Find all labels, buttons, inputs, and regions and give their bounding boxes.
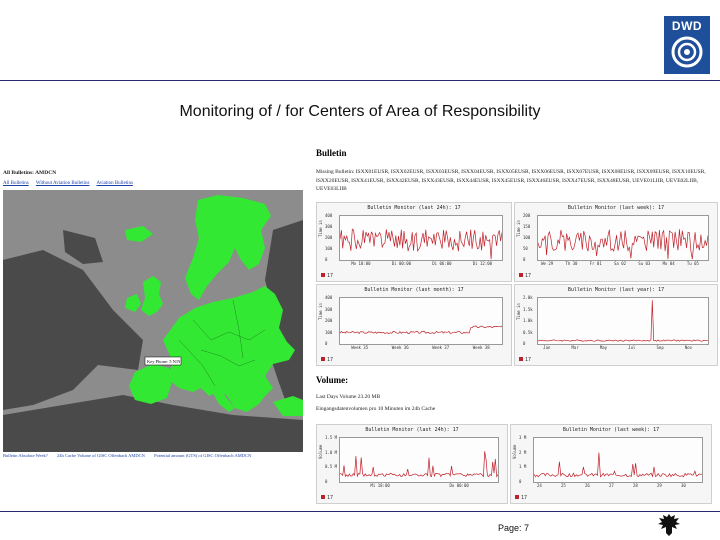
chart-ytick-label: 0.5 M: [325, 464, 338, 470]
chart-legend: [515, 495, 527, 501]
map-panel: [3, 165, 303, 463]
chart-ytick-label: 0: [325, 479, 328, 484]
chart-ylabel: Time in: [516, 303, 521, 320]
chart-ytick-label: 150: [523, 224, 531, 229]
chart-title: Bulletin Monitor (last 24h): 17: [367, 205, 461, 211]
chart-ytick-label: 100: [523, 235, 531, 240]
chart-legend: [519, 273, 531, 279]
chart-ytick-label: 200: [325, 318, 333, 323]
chart-title: Bulletin Monitor (last year): 17: [567, 287, 665, 293]
chart-xtick-label: Fr 01: [589, 261, 602, 266]
chart-xtick-label: We 29: [541, 261, 554, 266]
legend-label: 17: [525, 273, 532, 279]
volume-line-1: Last Days Volume 23.20 MB: [316, 394, 381, 400]
chart-xtick-label: Di 00:00: [391, 261, 412, 266]
chart-xtick-label: Di 12:00: [472, 261, 493, 266]
chart-bulletin-month: [316, 284, 512, 366]
chart-bulletin-year: [514, 284, 718, 366]
chart-ylabel: Volume: [318, 444, 323, 459]
chart-legend: [321, 357, 333, 363]
link-without-aviation[interactable]: Without Aviation Bulletins: [35, 181, 90, 186]
legend-swatch: [519, 273, 523, 277]
legend-swatch: [515, 495, 519, 499]
chart-ytick-label: 0: [325, 257, 328, 262]
legend-swatch: [321, 495, 325, 499]
chart-xtick-label: Su 03: [638, 261, 651, 266]
missing-bulletin-text: Missing Bulletin: ISXX01EUSR, ISXX02EUSR, ISXX03EUSR, ISXX04EUSR, ISXX05EUSR, ISXX06EUSR, ISXX07EUSR, ISXX08EUSR, ISXX09EUSR, ISXX10EUSR, ISXX20EUSR, ISXX41EUSR, ISXX42EUSR, ISXX43EUSR, ISXX44EUSR, ISXX45EUSR, ISXX46EUSR, ISXX47EUSR, ISXX48EUSR, UEVE01LIIB, UEVE02LIIB, UEVE03LIIB: [316, 169, 706, 192]
chart-title: Bulletin Monitor (last 24h): 17: [365, 427, 459, 433]
chart-ytick-label: 3 M: [519, 435, 527, 440]
chart-ytick-label: 200: [325, 235, 333, 240]
legend-label: 17: [327, 273, 334, 279]
map-footer: [3, 453, 303, 458]
chart-ytick-label: 1.0 M: [325, 449, 338, 455]
chart-xtick-label: Week 36: [391, 345, 409, 350]
chart-title: Bulletin Monitor (last month): 17: [364, 287, 464, 293]
chart-ytick-label: 100: [325, 246, 333, 251]
chart-legend: [321, 495, 333, 501]
chart-series-line: [340, 438, 498, 482]
chart-series-line: [340, 216, 502, 260]
chart-xtick-label: Di 06:00: [432, 261, 452, 266]
chart-xtick-label: Mo 18:00: [351, 261, 371, 266]
chart-series-line: [340, 298, 502, 344]
chart-ytick-label: 400: [325, 213, 333, 218]
chart-ytick-label: 0: [523, 341, 526, 346]
chart-xtick-label: May: [599, 345, 608, 350]
chart-ytick-label: 1 M: [519, 464, 527, 470]
chart-ytick-label: 100: [325, 329, 333, 335]
chart-plot-area: [537, 297, 709, 345]
chart-series-line: [538, 298, 708, 344]
chart-xtick-label: Week 37: [432, 345, 450, 350]
chart-title: Bulletin Monitor (last week): 17: [567, 205, 665, 211]
chart-volume-24h: [316, 424, 508, 504]
chart-xtick-label: Sa 02: [614, 261, 627, 266]
bulletin-section-title: Bulletin: [316, 148, 347, 158]
chart-xtick-label: Week 38: [472, 345, 490, 350]
chart-xtick-label: Jul: [628, 345, 636, 350]
chart-bulletin-24h: [316, 202, 512, 282]
chart-xtick-label: 25: [561, 483, 566, 488]
chart-ytick-label: 0: [519, 479, 522, 484]
chart-ylabel: Time in: [516, 220, 521, 237]
legend-label: 17: [525, 357, 532, 363]
federal-eagle-icon: [656, 512, 682, 538]
chart-xtick-label: Th 30: [565, 261, 578, 266]
chart-xtick-label: Tu 05: [686, 261, 699, 266]
chart-xtick-label: Mo 04: [662, 261, 675, 266]
chart-ytick-label: 400: [325, 295, 333, 300]
chart-xtick-label: Week 35: [351, 345, 369, 350]
chart-xtick-label: Nov: [684, 345, 693, 350]
legend-swatch: [321, 273, 325, 277]
chart-bulletin-week: [514, 202, 718, 282]
page-number: Page: 7: [498, 523, 530, 533]
legend-label: 17: [327, 495, 334, 501]
chart-xtick-label: 24: [537, 483, 542, 488]
chart-ytick-label: 1.5k: [523, 306, 533, 312]
legend-label: 17: [327, 357, 334, 363]
chart-ytick-label: 0: [523, 257, 526, 262]
chart-plot-area: [339, 437, 499, 483]
chart-ytick-label: 2 M: [519, 449, 527, 455]
chart-ylabel: Volume: [512, 444, 517, 459]
chart-volume-week: [510, 424, 712, 504]
chart-ytick-label: 200: [523, 213, 531, 218]
chart-legend: [321, 273, 333, 279]
map-tooltip-text: Key Phone: 5 N/N: [147, 359, 181, 364]
map-footer-link-1[interactable]: Bulletin Absolute Week?: [3, 453, 48, 458]
chart-legend: [519, 357, 531, 363]
swirl-icon: [664, 16, 710, 74]
chart-xtick-label: 26: [585, 483, 590, 488]
link-aviation[interactable]: Aviation Bulletins: [96, 181, 133, 186]
chart-ytick-label: 1.0k: [523, 318, 533, 323]
header-rule: [0, 80, 720, 81]
chart-ytick-label: 2.0k: [523, 295, 533, 300]
chart-xtick-label: Mar: [571, 345, 579, 350]
chart-plot-area: [537, 215, 709, 261]
legend-label: 17: [521, 495, 528, 501]
legend-swatch: [519, 357, 523, 361]
chart-xtick-label: Jan: [543, 345, 551, 350]
chart-plot-area: [533, 437, 703, 483]
chart-plot-area: [339, 297, 503, 345]
europe-map[interactable]: [3, 190, 303, 452]
chart-xtick-label: Sep: [656, 345, 664, 350]
chart-xtick-label: Do 00:00: [449, 483, 469, 488]
legend-swatch: [321, 357, 325, 361]
link-all-bulletins[interactable]: All Bulletins: [3, 181, 29, 186]
chart-ylabel: Time in: [318, 220, 323, 237]
map-links: [3, 181, 133, 186]
chart-xtick-label: 29: [657, 483, 662, 488]
chart-ytick-label: 0.5k: [523, 329, 533, 335]
chart-xtick-label: Mi 18:00: [370, 483, 390, 488]
chart-ytick-label: 300: [325, 224, 333, 229]
chart-ytick-label: 300: [325, 306, 333, 312]
map-footer-link-3[interactable]: Potential amount (GTS) of GISC Offenbach AMDCN: [154, 453, 252, 458]
chart-ytick-label: 0: [325, 341, 328, 346]
map-footer-link-2[interactable]: 24h Cache Volume of GISC Offenbach AMDCN: [56, 453, 145, 458]
chart-ytick-label: 1.5 M: [325, 435, 338, 440]
chart-xtick-label: 27: [609, 483, 614, 488]
chart-xtick-label: 28: [633, 483, 638, 488]
chart-xtick-label: 30: [681, 483, 686, 488]
volume-section-title: Volume:: [316, 375, 349, 385]
chart-title: Bulletin Monitor (last week): 17: [562, 427, 660, 433]
chart-plot-area: [339, 215, 503, 261]
chart-ylabel: Time in: [318, 303, 323, 320]
volume-line-2: Eingangsdatenvolumen pro 10 Minuten im 24h Cache: [316, 406, 436, 412]
chart-series-line: [538, 216, 708, 260]
logo-text: DWD: [671, 19, 703, 33]
page-title: Monitoring of / for Centers of Area of Responsibility: [179, 103, 541, 120]
dwd-logo: [664, 16, 710, 74]
chart-ytick-label: 50: [523, 246, 528, 251]
footer-rule: [0, 511, 720, 512]
map-heading: All Bulletins: AMDCN: [3, 170, 57, 176]
chart-series-line: [534, 438, 702, 482]
